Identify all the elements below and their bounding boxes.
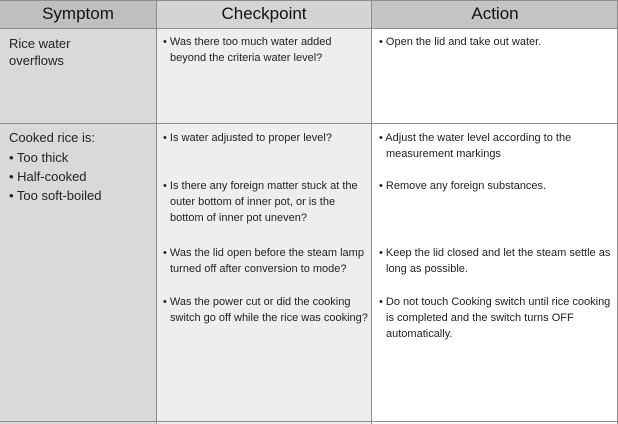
checkpoint-item: • Was there too much water added beyond the criteria water level? — [163, 36, 332, 64]
list-item: • Too thick — [9, 150, 69, 165]
checkpoint-header: Checkpoint — [156, 0, 372, 29]
action-column — [372, 0, 618, 424]
action-item: • Do not touch Cooking switch until rice cooking is completed and the switch turns OFF automatically. — [379, 296, 611, 340]
symptom-rice-overflow: Rice water overflows — [9, 36, 71, 68]
row-divider — [0, 123, 618, 124]
row-divider — [0, 0, 618, 1]
column-divider — [156, 0, 157, 424]
checkpoint-item: • Was the lid open before the steam lamp turned off after conversion to mode? — [163, 247, 364, 275]
checkpoint-item: • Was the power cut or did the cooking switch go off while the rice was cooking? — [163, 296, 368, 324]
action-item: • Remove any foreign substances. — [379, 180, 547, 192]
row-divider — [0, 421, 618, 422]
symptom-list — [9, 148, 149, 205]
symptom-header: Symptom — [0, 0, 156, 29]
action-item: • Keep the lid closed and let the steam settle as long as possible. — [379, 247, 611, 275]
action-item: • Open the lid and take out water. — [379, 36, 542, 48]
action-item: • Adjust the water level according to the measurement markings — [379, 132, 572, 160]
list-item: • Half-cooked — [9, 169, 87, 184]
symptom-cooked-rice — [9, 129, 149, 205]
symptom-heading: Cooked rice is: — [9, 130, 95, 145]
checkpoint-item: • Is water adjusted to proper level? — [163, 132, 332, 144]
list-item: • Too soft-boiled — [9, 188, 102, 203]
checkpoint-item: • Is there any foreign matter stuck at the outer bottom of inner pot, or is the bottom of inner pot uneven? — [163, 180, 358, 224]
action-header: Action — [372, 0, 618, 29]
column-divider — [371, 0, 372, 424]
